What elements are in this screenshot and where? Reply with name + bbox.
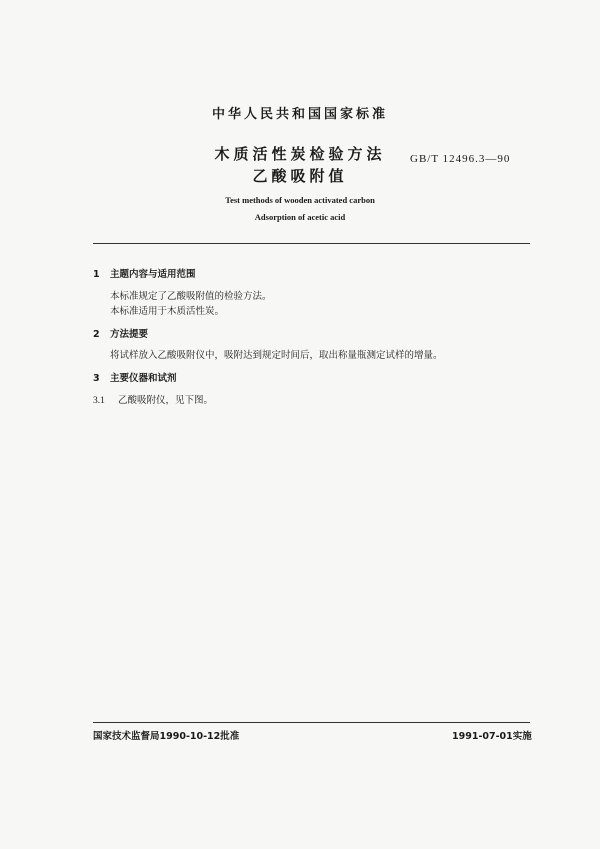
section-heading — [93, 266, 196, 280]
country-standard-heading: 中华人民共和国国家标准 — [211, 107, 388, 122]
section-heading — [93, 326, 148, 340]
paragraph: 本标准适用于木质活性炭。 — [110, 306, 225, 317]
section-title: 主题内容与适用范围 — [110, 269, 196, 280]
standard-number: GB/T 12496.3—90 — [410, 153, 511, 165]
paragraph: 本标准规定了乙酸吸附值的检验方法。 — [110, 291, 272, 302]
section-title: 主要仪器和试剂 — [110, 373, 177, 384]
item-number: 3.1 — [93, 396, 105, 406]
section-number: 1 — [93, 269, 100, 280]
paragraph: 将试样放入乙酸吸附仪中，吸附达到规定时间后，取出称量瓶测定试样的增量。 — [110, 350, 443, 361]
section-number: 2 — [93, 329, 100, 340]
effective-date: 1991-07-01实施 — [452, 731, 532, 742]
section-title: 方法提要 — [110, 329, 149, 340]
header-divider — [93, 243, 530, 244]
section-heading — [93, 370, 177, 384]
english-subtitle: Adsorption of acetic acid — [254, 212, 346, 222]
document-title: 木质活性炭检验方法 — [214, 145, 386, 163]
document-subtitle: 乙酸吸附值 — [252, 167, 348, 185]
english-title: Test methods of wooden activated carbon — [225, 195, 375, 205]
footer-divider — [93, 722, 530, 723]
item-text: 乙酸吸附仪，见下图。 — [118, 395, 214, 406]
approval-date: 国家技术监督局1990-10-12批准 — [93, 731, 240, 742]
section-number: 3 — [93, 373, 100, 384]
list-item — [93, 392, 213, 406]
